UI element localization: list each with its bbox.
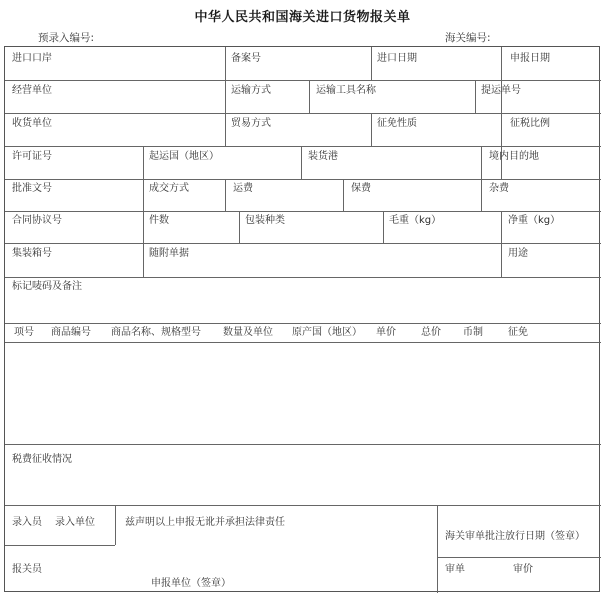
misc-fee-label: 杂费 bbox=[489, 183, 509, 194]
grid-line bbox=[115, 505, 116, 545]
loading-port-label: 装货港 bbox=[308, 151, 338, 162]
goods-col-total-price: 总价 bbox=[421, 327, 441, 338]
grid-line bbox=[501, 211, 502, 243]
import-date-label: 进口日期 bbox=[377, 53, 417, 64]
goods-col-exemption: 征免 bbox=[508, 327, 528, 338]
origin-country-label: 起运国（地区） bbox=[149, 151, 219, 162]
goods-col-origin: 原产国（地区） bbox=[292, 327, 362, 338]
pre-entry-number-label: 预录入编号: bbox=[38, 32, 95, 44]
grid-line bbox=[437, 505, 438, 593]
tax-ratio-label: 征税比例 bbox=[510, 118, 550, 129]
trade-mode-label: 贸易方式 bbox=[231, 118, 271, 129]
grid-line bbox=[475, 80, 476, 113]
grid-line bbox=[5, 277, 601, 278]
grid-line bbox=[371, 47, 372, 80]
container-number-label: 集装箱号 bbox=[12, 248, 52, 259]
contract-number-label: 合同协议号 bbox=[12, 215, 62, 226]
broker-label: 报关员 bbox=[12, 564, 42, 575]
operator-label: 经营单位 bbox=[12, 85, 52, 96]
documents-label: 随附单据 bbox=[149, 248, 189, 259]
record-number-label: 备案号 bbox=[231, 53, 261, 64]
destination-label: 境内目的地 bbox=[489, 151, 539, 162]
customs-approval-label: 海关审单批注放行日期（签章） bbox=[445, 531, 585, 542]
grid-line bbox=[481, 179, 482, 211]
grid-line bbox=[5, 113, 601, 114]
grid-line bbox=[501, 243, 502, 277]
customs-declaration-form bbox=[4, 46, 600, 592]
grid-line bbox=[343, 179, 344, 211]
transport-mode-label: 运输方式 bbox=[231, 85, 271, 96]
entry-clerk-label: 录入员 bbox=[12, 517, 42, 528]
grid-line bbox=[5, 505, 601, 506]
goods-col-currency: 币制 bbox=[463, 327, 483, 338]
declaring-unit-label: 申报单位（签章） bbox=[151, 578, 231, 589]
grid-line bbox=[309, 80, 310, 113]
grid-line bbox=[371, 113, 372, 146]
freight-label: 运费 bbox=[233, 183, 253, 194]
transport-name-label: 运输工具名称 bbox=[316, 85, 376, 96]
deal-mode-label: 成交方式 bbox=[149, 183, 189, 194]
goods-col-item-no: 项号 bbox=[14, 327, 34, 338]
grid-line bbox=[225, 113, 226, 146]
tax-collection-label: 税费征收情况 bbox=[12, 454, 72, 465]
marks-remarks-label: 标记唛码及备注 bbox=[12, 281, 82, 292]
grid-line bbox=[5, 342, 601, 343]
grid-line bbox=[5, 179, 601, 180]
declare-date-label: 申报日期 bbox=[510, 53, 550, 64]
consignee-label: 收货单位 bbox=[12, 118, 52, 129]
goods-col-quantity-unit: 数量及单位 bbox=[223, 327, 273, 338]
net-weight-label: 净重（kg） bbox=[508, 215, 561, 226]
package-type-label: 包装种类 bbox=[245, 215, 285, 226]
grid-line bbox=[5, 211, 601, 212]
usage-label: 用途 bbox=[508, 248, 528, 259]
bill-number-label: 提运单号 bbox=[481, 85, 521, 96]
pricing-label: 审价 bbox=[513, 564, 533, 575]
grid-line bbox=[5, 444, 601, 445]
grid-line bbox=[437, 557, 601, 558]
declaration-statement: 兹声明以上申报无讹并承担法律责任 bbox=[125, 517, 285, 528]
goods-col-name-spec: 商品名称、规格型号 bbox=[111, 327, 201, 338]
grid-line bbox=[143, 146, 144, 277]
goods-col-unit-price: 单价 bbox=[376, 327, 396, 338]
import-port-label: 进口口岸 bbox=[12, 53, 52, 64]
grid-line bbox=[301, 146, 302, 179]
review-label: 审单 bbox=[445, 564, 465, 575]
customs-number-label: 海关编号: bbox=[445, 32, 491, 44]
grid-line bbox=[5, 323, 601, 324]
grid-line bbox=[5, 243, 601, 244]
grid-line bbox=[225, 179, 226, 211]
pieces-label: 件数 bbox=[149, 215, 169, 226]
grid-line bbox=[481, 146, 482, 179]
form-title: 中华人民共和国海关进口货物报关单 bbox=[194, 10, 411, 25]
insurance-label: 保费 bbox=[351, 183, 371, 194]
grid-line bbox=[5, 80, 601, 81]
goods-col-code: 商品编号 bbox=[51, 327, 91, 338]
grid-line bbox=[5, 545, 115, 546]
tax-nature-label: 征免性质 bbox=[377, 118, 417, 129]
entry-unit-label: 录入单位 bbox=[55, 517, 95, 528]
grid-line bbox=[5, 146, 601, 147]
grid-line bbox=[383, 211, 384, 243]
gross-weight-label: 毛重（kg） bbox=[389, 215, 442, 226]
approval-number-label: 批准文号 bbox=[12, 183, 52, 194]
grid-line bbox=[239, 211, 240, 243]
license-number-label: 许可证号 bbox=[12, 151, 52, 162]
